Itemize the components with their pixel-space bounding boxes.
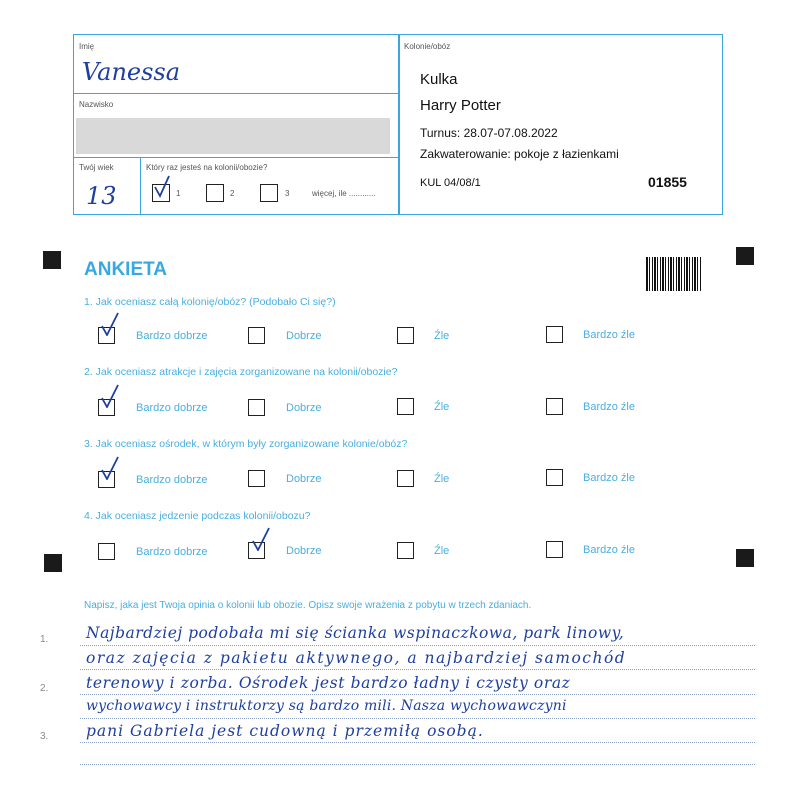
q2-option-bardzo-zle-checkbox[interactable] bbox=[546, 398, 563, 415]
turnus-text: Turnus: 28.07-07.08.2022 bbox=[420, 126, 558, 140]
registration-marker bbox=[736, 247, 754, 265]
q4-option-zle-label: Źle bbox=[434, 545, 450, 557]
visit-2-label: 2 bbox=[230, 189, 235, 198]
question-2-text: 2. Jak oceniasz atrakcje i zajęcia zorganizowane na kolonii/obozie? bbox=[84, 366, 398, 378]
q1-option-zle-checkbox[interactable] bbox=[397, 327, 414, 344]
line-number-1: 1. bbox=[40, 634, 49, 645]
question-1-text: 1. Jak oceniasz całą kolonię/obóz? (Podobało Ci się?) bbox=[84, 296, 336, 308]
visit-3-label: 3 bbox=[285, 189, 290, 198]
question-3-text: 3. Jak oceniasz ośrodek, w którym były zorganizowane kolonie/obóz? bbox=[84, 438, 408, 450]
q1-option-bardzo-dobrze-label: Bardzo dobrze bbox=[136, 330, 208, 342]
line-number-3: 3. bbox=[40, 731, 49, 742]
opinion-prompt: Napisz, jaka jest Twoja opinia o kolonii lub obozie. Opisz swoje wrażenia z pobytu w trzech zdaniach. bbox=[84, 600, 532, 611]
registration-marker bbox=[44, 554, 62, 572]
imie-label: Imię bbox=[79, 42, 95, 51]
visit-1-check-mark bbox=[152, 174, 172, 198]
form-number: 01855 bbox=[648, 174, 687, 190]
q4-option-bardzo-zle-checkbox[interactable] bbox=[546, 541, 563, 558]
q2-option-dobrze-label: Dobrze bbox=[286, 402, 322, 414]
q3-option-zle-checkbox[interactable] bbox=[397, 470, 414, 487]
answer-line-4-text: wychowawcy i instruktorzy są bardzo mili. Nasza wychowawczyni bbox=[86, 698, 567, 714]
q3-option-bardzo-zle-label: Bardzo źle bbox=[583, 472, 635, 484]
q1-option-dobrze-label: Dobrze bbox=[286, 330, 322, 342]
kolonia-name: Kulka bbox=[420, 71, 458, 88]
answer-line bbox=[80, 718, 755, 719]
q4-option-bardzo-dobrze-label: Bardzo dobrze bbox=[136, 546, 208, 558]
q4-check-mark bbox=[251, 527, 271, 551]
survey-title: ANKIETA bbox=[84, 259, 168, 280]
divider-imie bbox=[73, 93, 400, 94]
barcode bbox=[646, 257, 702, 291]
registration-marker bbox=[43, 251, 61, 269]
camp-code: KUL 04/08/1 bbox=[420, 177, 481, 189]
registration-marker bbox=[736, 549, 754, 567]
q4-option-dobrze-label: Dobrze bbox=[286, 545, 322, 557]
kolonia-label: Kolonie/obóz bbox=[404, 42, 451, 51]
imie-value: Vanessa bbox=[82, 58, 181, 86]
answer-line bbox=[80, 742, 755, 743]
nazwisko-label: Nazwisko bbox=[79, 100, 114, 109]
visit-2-checkbox[interactable] bbox=[206, 184, 224, 202]
divider-wiek bbox=[140, 157, 141, 215]
wiek-value: 13 bbox=[86, 182, 117, 210]
q3-check-mark bbox=[100, 456, 120, 480]
visit-1-label: 1 bbox=[176, 189, 181, 198]
answer-line bbox=[80, 669, 755, 670]
answer-line bbox=[80, 694, 755, 695]
q2-check-mark bbox=[100, 384, 120, 408]
q4-option-bardzo-zle-label: Bardzo źle bbox=[583, 544, 635, 556]
q2-option-dobrze-checkbox[interactable] bbox=[248, 399, 265, 416]
q2-option-bardzo-zle-label: Bardzo źle bbox=[583, 401, 635, 413]
q3-option-zle-label: Źle bbox=[434, 473, 450, 485]
q4-option-zle-checkbox[interactable] bbox=[397, 542, 414, 559]
answer-line bbox=[80, 645, 755, 646]
q2-option-zle-label: Źle bbox=[434, 401, 450, 413]
q4-option-bardzo-dobrze-checkbox[interactable] bbox=[98, 543, 115, 560]
wiek-label: Twój wiek bbox=[79, 163, 114, 172]
answer-line bbox=[80, 764, 755, 765]
q1-option-bardzo-zle-label: Bardzo źle bbox=[583, 329, 635, 341]
kolonia-theme: Harry Potter bbox=[420, 97, 501, 114]
q2-option-bardzo-dobrze-label: Bardzo dobrze bbox=[136, 402, 208, 414]
q3-option-bardzo-dobrze-label: Bardzo dobrze bbox=[136, 474, 208, 486]
q3-option-bardzo-zle-checkbox[interactable] bbox=[546, 469, 563, 486]
zakwaterowanie-text: Zakwaterowanie: pokoje z łazienkami bbox=[420, 147, 619, 161]
q3-option-dobrze-checkbox[interactable] bbox=[248, 470, 265, 487]
question-4-text: 4. Jak oceniasz jedzenie podczas kolonii/obozu? bbox=[84, 510, 311, 522]
line-number-2: 2. bbox=[40, 683, 49, 694]
q1-check-mark bbox=[100, 312, 120, 336]
q1-option-dobrze-checkbox[interactable] bbox=[248, 327, 265, 344]
divider-nazwisko bbox=[73, 157, 400, 158]
q1-option-zle-label: Źle bbox=[434, 330, 450, 342]
q3-option-dobrze-label: Dobrze bbox=[286, 473, 322, 485]
wiecej-label: więcej, ile ............ bbox=[312, 189, 376, 198]
q2-option-zle-checkbox[interactable] bbox=[397, 398, 414, 415]
q1-option-bardzo-zle-checkbox[interactable] bbox=[546, 326, 563, 343]
ktory-raz-label: Który raz jesteś na kolonii/obozie? bbox=[146, 163, 268, 172]
answer-line-2-text: oraz zajęcia z pakietu aktywnego, a najbardziej samochód bbox=[86, 649, 627, 667]
nazwisko-redacted bbox=[76, 118, 390, 154]
visit-3-checkbox[interactable] bbox=[260, 184, 278, 202]
answer-line-3-text: terenowy i zorba. Ośrodek jest bardzo ładny i czysty oraz bbox=[86, 674, 571, 692]
answer-line-1-text: Najbardziej podobała mi się ścianka wspinaczkowa, park linowy, bbox=[86, 624, 625, 642]
answer-line-5-text: pani Gabriela jest cudowną i przemiłą osobą. bbox=[86, 722, 484, 740]
